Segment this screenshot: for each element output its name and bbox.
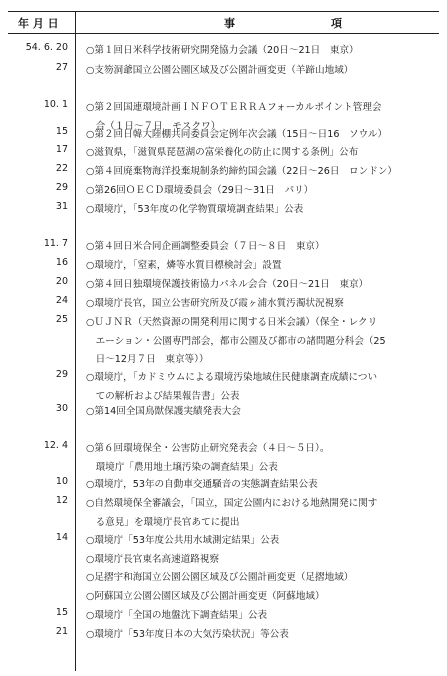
- entry-text: ○環境庁「53年度日本の大気汚染状況」等公表: [86, 629, 289, 640]
- entry-date: 31: [55, 201, 68, 212]
- entry-text: る意見」を環境庁長官あてに提出: [86, 516, 240, 528]
- entry-text: ○ＵＪＮＲ（天然資源の開発利用に関する日米会議）（保全・レクリ: [86, 317, 378, 328]
- entry-date: 27: [55, 62, 68, 73]
- entry-text: ての解析および結果報告書」公表: [86, 390, 240, 402]
- entry-date: 10. 1: [43, 99, 68, 110]
- entry-date: 15: [55, 126, 68, 137]
- entry-text: ○環境庁「53年度公共用水域測定結果」公表: [86, 535, 280, 546]
- entry-date: 29: [55, 369, 68, 380]
- entry-date: 14: [55, 532, 68, 543]
- entry-date: 24: [55, 295, 68, 306]
- header-event-right: 項: [331, 17, 342, 30]
- entry-text: ○環境庁，53年の自動車交通騒音の実態調査結果公表: [86, 479, 318, 490]
- entry-text: エーション・公園専門部会，都市公園及び都市の諸問題分科会（25: [86, 335, 386, 347]
- entry-date: 16: [55, 257, 68, 268]
- entry-date: 17: [55, 144, 68, 155]
- entry-text: ○環境庁長官東名高速道路視察: [86, 553, 220, 565]
- header-bottom-rule: [8, 33, 439, 34]
- entry-text: ○環境庁長官，国立公害研究所及び霞ヶ浦水質汚濁状況視察: [86, 298, 344, 309]
- entry-date: 15: [55, 607, 68, 618]
- entry-text: ○足摺宇和海国立公園公園区域及び公園計画変更（足摺地域）: [86, 572, 354, 583]
- entry-text: ○阿蘇国立公園公園区域及び公園計画変更（阿蘇地域）: [86, 590, 325, 602]
- entry-date: 22: [55, 163, 68, 174]
- header-top-rule: [8, 11, 439, 12]
- entry-text: 環境庁「農用地土壌汚染の調査結果」公表: [86, 461, 278, 473]
- entry-text: 合（１日～７日 モスクワ）: [86, 120, 221, 132]
- entry-text: 日～12月７日 東京等））: [86, 354, 209, 365]
- entry-date: 12: [55, 495, 68, 506]
- column-divider: [75, 11, 76, 671]
- entry-date: 21: [55, 626, 68, 637]
- entry-date: 54. 6. 20: [25, 42, 68, 53]
- entry-text: ○第１回日米科学技術研究開発協力会議（20日～21日 東京）: [86, 45, 359, 56]
- entry-text: ○第４回廃棄物海洋投棄規制条約締約国会議（22日～26日 ロンドン）: [86, 166, 398, 177]
- entry-date: 29: [55, 182, 68, 193]
- entry-text: ○環境庁「全国の地盤沈下調査結果」公表: [86, 610, 268, 621]
- entry-date: 30: [55, 403, 68, 414]
- entry-text: ○環境庁，「53年度の化学物質環境調査結果」公表: [86, 204, 304, 215]
- entry-date: 10: [55, 476, 68, 487]
- entry-date: 20: [55, 276, 68, 287]
- entry-text: ○支笏洞爺国立公園公園区域及び公園計画変更（羊蹄山地域）: [86, 65, 354, 76]
- entry-text: ○環境庁，「窒素，燐等水質目標検討会」設置: [86, 260, 282, 271]
- entry-text: ○第26回ＯＥＣＤ環境委員会（29日～31日 パリ）: [86, 185, 314, 196]
- entry-text: ○第２回日韓大陸棚共同委員会定例年次会議（15日～日16 ソウル）: [86, 129, 388, 140]
- entry-text: ○第14回全国鳥獣保護実績発表大会: [86, 406, 241, 417]
- entry-text: ○第４回日独環境保護技術協力パネル会合（20日～21日 東京）: [86, 279, 369, 290]
- entry-text: ○環境庁，「カドミウムによる環境汚染地域住民健康調査成績につい: [86, 372, 378, 383]
- entry-text: ○第４回日米合同企画調整委員会（７日～８日 東京）: [86, 241, 325, 252]
- header-date: 年 月 日: [18, 17, 59, 30]
- header-event-left: 事: [224, 17, 235, 30]
- entry-date: 11. 7: [43, 238, 68, 249]
- entry-date: 12. 4: [43, 440, 68, 451]
- entry-text: ○滋賀県，「滋賀県琵琶湖の富栄養化の防止に関する条例」公布: [86, 147, 359, 158]
- entry-date: 25: [55, 314, 68, 325]
- entry-text: ○自然環境保全審議会，「国立，国定公園内における地熱開発に関す: [86, 498, 378, 509]
- entry-text: ○第２回国連環境計画ＩＮＦＯＴＥＲＲＡフォーカルポイント管理会: [86, 102, 382, 113]
- entry-text: ○第６回環境保全・公害防止研究発表会（４日～５日）。: [86, 443, 330, 454]
